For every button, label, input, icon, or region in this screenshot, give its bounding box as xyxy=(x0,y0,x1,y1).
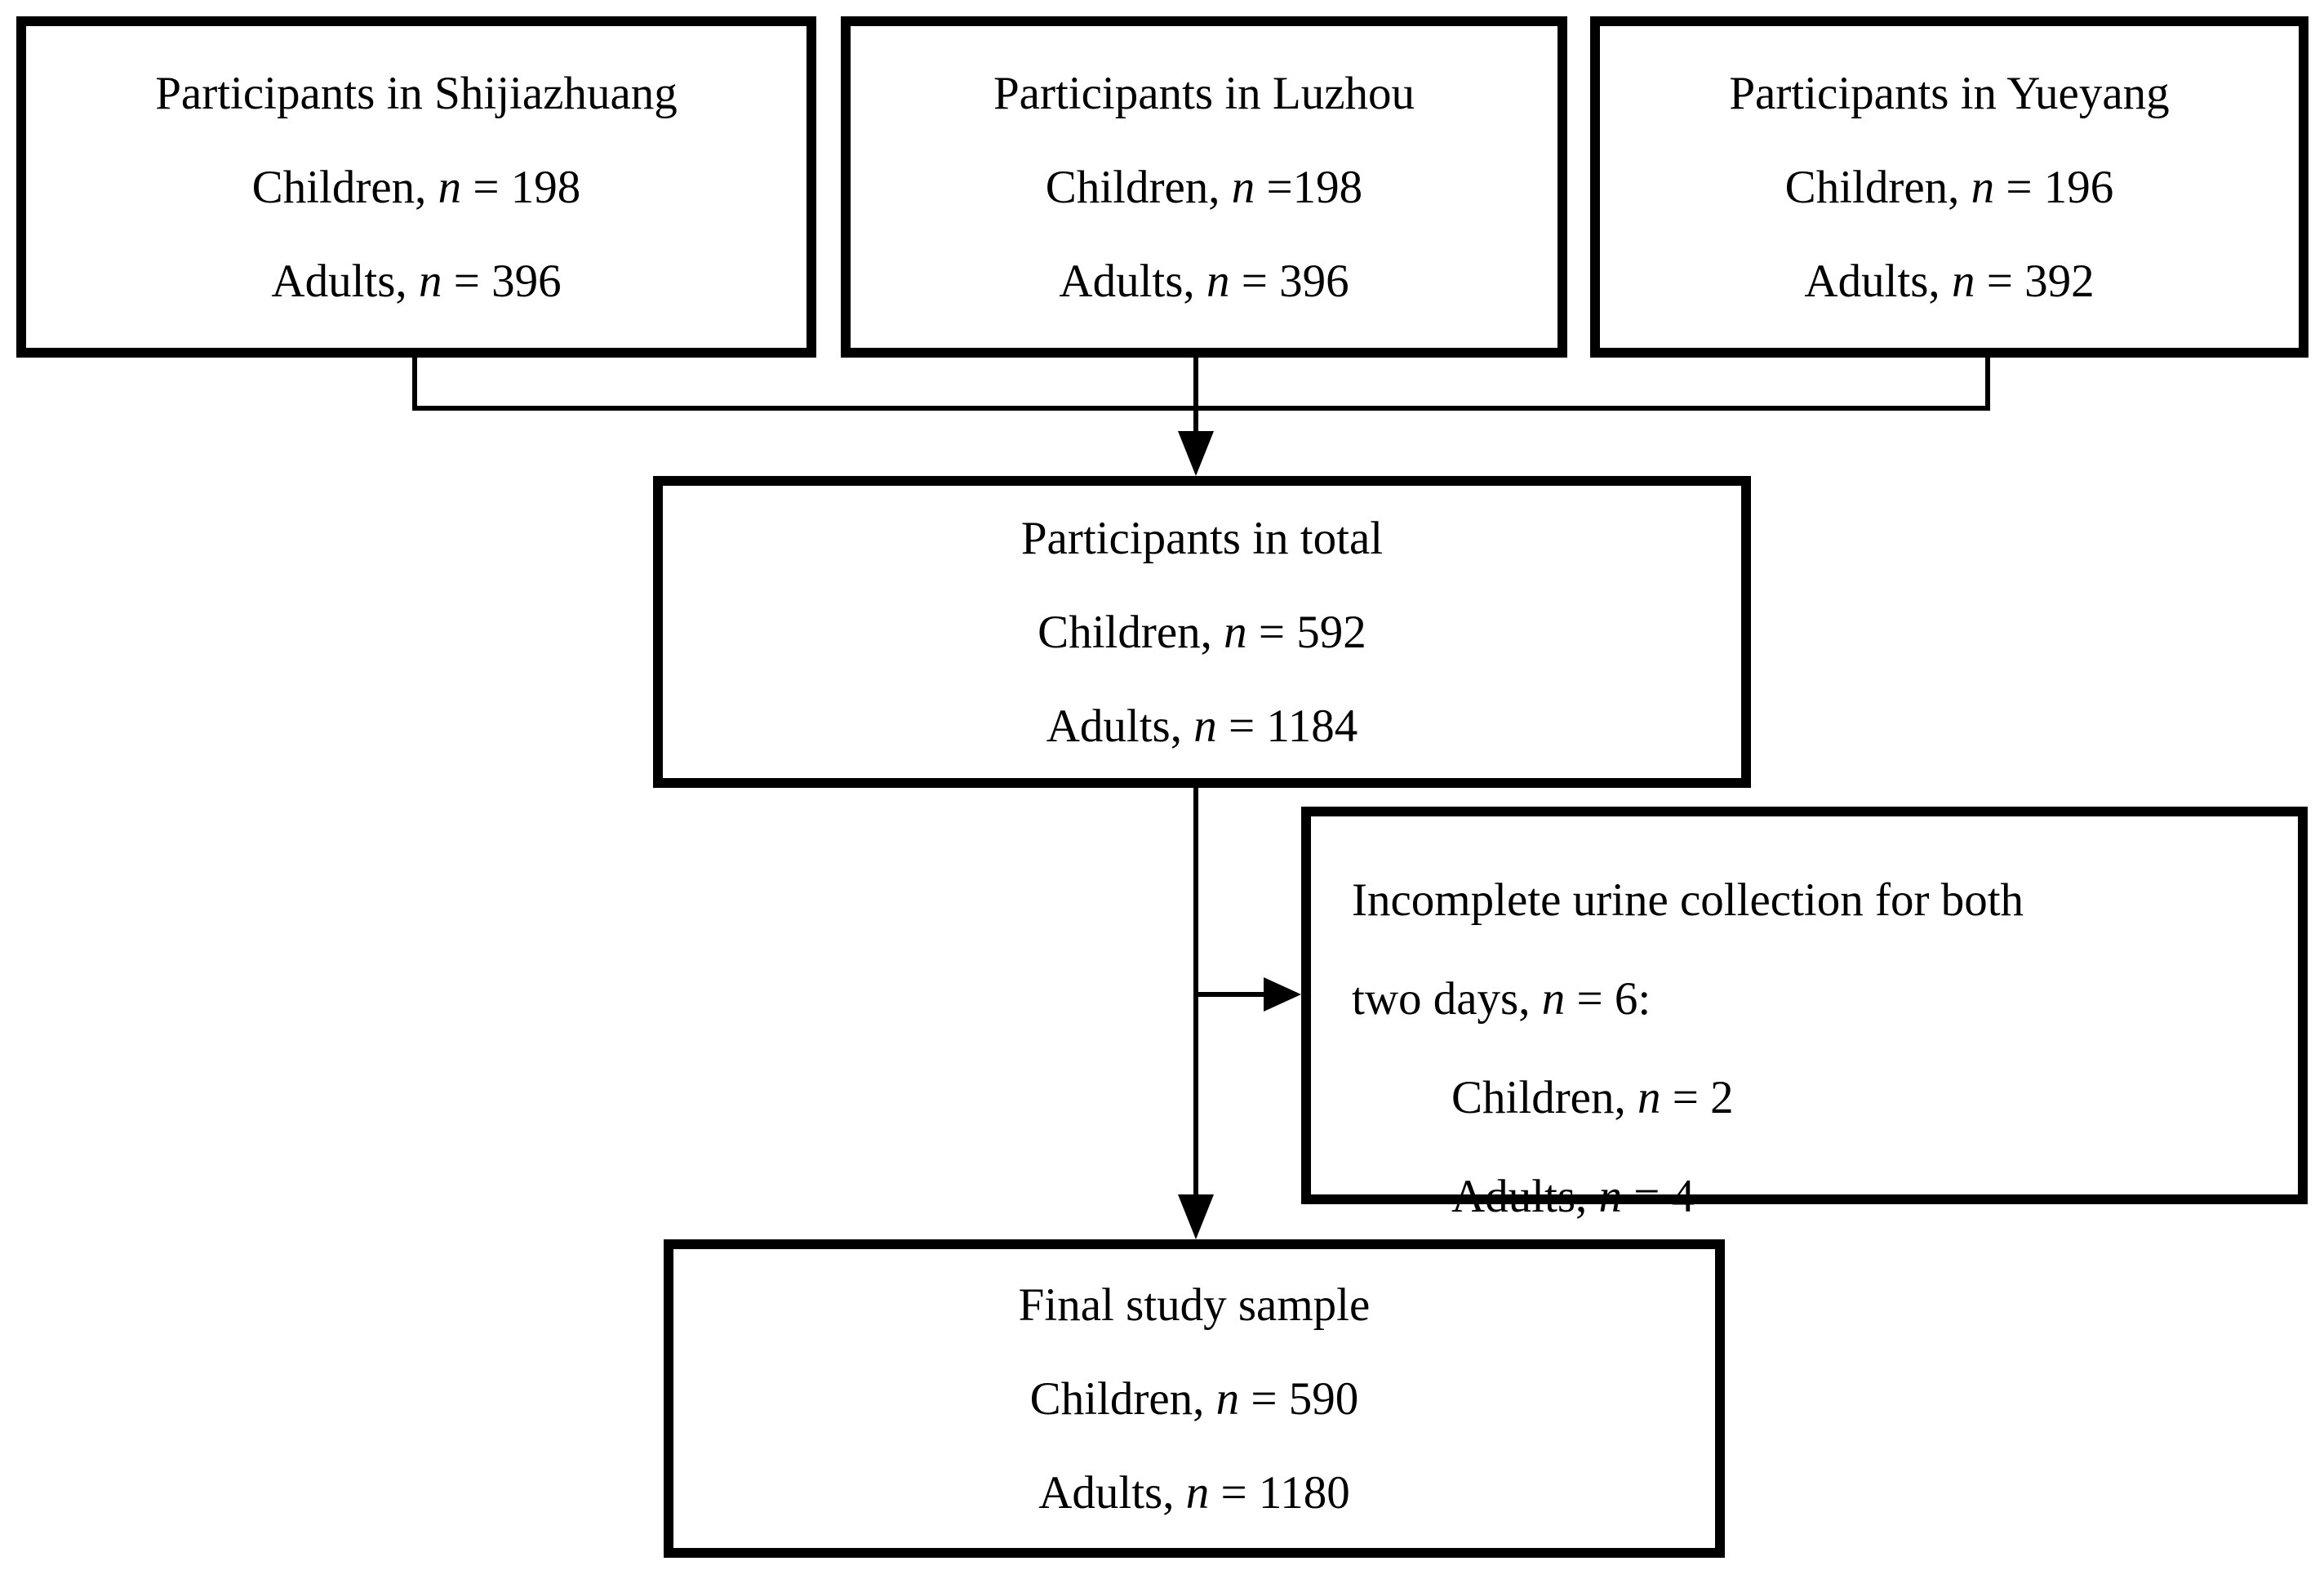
exclusion-reason-line2: two days, n = 6: xyxy=(1352,973,1651,1025)
box-title: Participants in Shijiazhuang xyxy=(155,67,678,119)
flow-box-luzhou xyxy=(841,16,1567,358)
children-count-line: Children, n =198 xyxy=(1045,161,1363,213)
flow-box-yueyang xyxy=(1590,16,2308,358)
italic-n: n xyxy=(1185,1466,1210,1519)
children-count-line: Children, n = 2 xyxy=(1451,1072,1734,1123)
children-count-line: Children, n = 592 xyxy=(1038,606,1366,658)
italic-n: n xyxy=(1215,1372,1240,1425)
arrowhead-right-to-excluded xyxy=(1264,977,1301,1012)
box-title: Final study sample xyxy=(1018,1279,1371,1331)
italic-n: n xyxy=(1224,606,1247,658)
connector-stub-yueyang xyxy=(1985,356,1990,411)
connector-stub-luzhou xyxy=(1193,356,1198,434)
adults-count-line: Adults, n = 396 xyxy=(271,255,562,307)
connector-merge-horizontal xyxy=(412,406,1990,411)
box-title: Participants in Luzhou xyxy=(993,67,1415,119)
connector-stub-shijiazhuang xyxy=(412,356,417,411)
children-count-line: Children, n = 198 xyxy=(251,161,581,213)
exclusion-reason-line1: Incomplete urine collection for both xyxy=(1352,874,2024,926)
adults-count-line: Adults, n = 1184 xyxy=(1046,700,1358,752)
italic-n: n xyxy=(1971,161,1995,213)
box-title: Participants in total xyxy=(1020,512,1384,564)
italic-n: n xyxy=(418,255,442,307)
flow-box-total xyxy=(653,476,1751,788)
children-count-line: Children, n = 196 xyxy=(1784,161,2114,213)
children-count-line: Children, n = 590 xyxy=(1029,1372,1359,1425)
arrowhead-down-to-total xyxy=(1178,431,1214,476)
flow-box-shijiazhuang xyxy=(16,16,816,358)
italic-n: n xyxy=(1206,255,1230,307)
italic-n: n xyxy=(1637,1072,1661,1123)
italic-n: n xyxy=(1951,255,1975,307)
italic-n: n xyxy=(1598,1171,1623,1222)
italic-n: n xyxy=(438,161,462,213)
adults-count-line: Adults, n = 396 xyxy=(1059,255,1349,307)
italic-n: n xyxy=(1193,700,1217,752)
connector-branch-to-excluded xyxy=(1198,992,1265,997)
italic-n: n xyxy=(1541,973,1566,1025)
italic-n: n xyxy=(1231,161,1255,213)
adults-count-line: Adults, n = 392 xyxy=(1804,255,2095,307)
adults-count-line: Adults, n = 4 xyxy=(1451,1171,1695,1222)
flow-box-final xyxy=(664,1239,1725,1558)
box-title: Participants in Yueyang xyxy=(1729,67,2170,119)
arrowhead-down-to-final xyxy=(1178,1194,1214,1239)
flow-box-excluded xyxy=(1301,807,2308,1222)
adults-count-line: Adults, n = 1180 xyxy=(1038,1466,1350,1519)
